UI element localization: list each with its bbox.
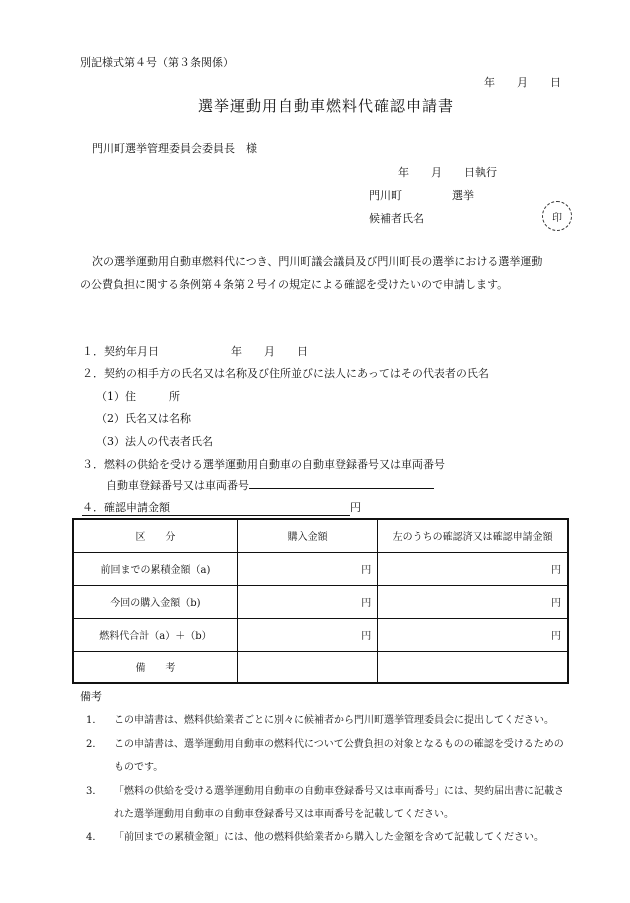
- note-4: 「前回までの累積金額」には、他の燃料供給業者から購入した金額を含めて記載してください。: [114, 832, 544, 843]
- table-row: [73, 552, 568, 585]
- intro-line-2: の公費負担に関する条例第４条第２号イの規定による確認を受けたいので申請します。: [80, 278, 509, 291]
- addressee: 門川町選挙管理委員会委員長 様: [92, 142, 257, 155]
- note-2-line-1: この申請書は、選挙運動用自動車の燃料代について公費負担の対象となるものの確認を受けるための: [114, 739, 564, 750]
- table-header-row: [73, 519, 568, 552]
- note-4-number: 4．: [86, 832, 103, 843]
- note-3-line-2: れた選挙運動用自動車の自動車登録番号又は車両番号を記載してください。: [114, 809, 454, 820]
- note-1-number: 1．: [86, 715, 103, 726]
- item-1-label: １．契約年月日: [82, 345, 159, 358]
- item-2-1: （1）住 所: [96, 390, 180, 403]
- header-purchase: 購入金額: [237, 519, 377, 552]
- item-2: ２．契約の相手方の氏名又は名称及び住所並びに法人にあってはその代表者の氏名: [82, 367, 489, 380]
- note-3-line-1: 「燃料の供給を受ける選挙運動用自動車の自動車登録番号又は車両番号」には、契約届出書に記載さ: [114, 786, 564, 797]
- table-row: [73, 651, 568, 683]
- table-row: [73, 585, 568, 618]
- row-confirmed-cell: 円: [378, 552, 568, 585]
- vehicle-number-line: [249, 477, 434, 489]
- seal-mark: 印: [542, 201, 572, 231]
- election-label: 選挙: [452, 189, 474, 202]
- candidate-name-label: 候補者氏名: [369, 212, 424, 225]
- item-4-label: ４．確認申請金額: [82, 501, 170, 514]
- item-3-sub: [106, 477, 434, 493]
- note-2-number: 2．: [86, 739, 103, 750]
- note-2-line-2: ものです。: [114, 762, 164, 773]
- item-3-sub-label: 自動車登録番号又は車両番号: [106, 479, 249, 492]
- row-label: 前回までの累積金額（a): [73, 552, 237, 585]
- item-4-yen: 円: [350, 501, 361, 514]
- header-confirmed: 左のうちの確認済又は確認申請金額: [378, 519, 568, 552]
- amount-table: [72, 518, 569, 684]
- table-row: [73, 618, 568, 651]
- form-reference: 別記様式第４号（第３条関係）: [80, 56, 234, 69]
- row-label: 備 考: [73, 651, 237, 683]
- intro-line-1: 次の選挙運動用自動車燃料代につき、門川町議会議員及び門川町長の選挙における選挙運動: [92, 255, 543, 268]
- date-field: 年 月 日: [484, 76, 561, 89]
- row-purchase-cell: 円: [237, 585, 377, 618]
- document-title: 選挙運動用自動車燃料代確認申請書: [198, 97, 455, 115]
- row-purchase-cell: [237, 651, 377, 683]
- amount-line: [82, 499, 350, 516]
- row-confirmed-cell: 円: [378, 585, 568, 618]
- item-2-2: （2）氏名又は名称: [96, 412, 191, 425]
- row-label: 今回の購入金額（b): [73, 585, 237, 618]
- town-label: 門川町: [369, 189, 402, 202]
- row-confirmed-cell: 円: [378, 618, 568, 651]
- election-date: 年 月 日執行: [398, 166, 497, 179]
- item-2-3: （3）法人の代表者氏名: [96, 435, 213, 448]
- note-1: この申請書は、燃料供給業者ごとに別々に候補者から門川町選挙管理委員会に提出してください。: [114, 715, 554, 726]
- header-category: 区 分: [73, 519, 237, 552]
- notes-title: 備考: [80, 690, 102, 703]
- item-3: ３．燃料の供給を受ける選挙運動用自動車の自動車登録番号又は車両番号: [82, 458, 445, 471]
- row-purchase-cell: 円: [237, 552, 377, 585]
- row-confirmed-cell: [378, 651, 568, 683]
- note-3-number: 3．: [86, 786, 103, 797]
- item-1-date: 年 月 日: [231, 345, 308, 358]
- item-4: [82, 499, 361, 516]
- row-purchase-cell: 円: [237, 618, 377, 651]
- row-label: 燃料代合計（a）＋（b）: [73, 618, 237, 651]
